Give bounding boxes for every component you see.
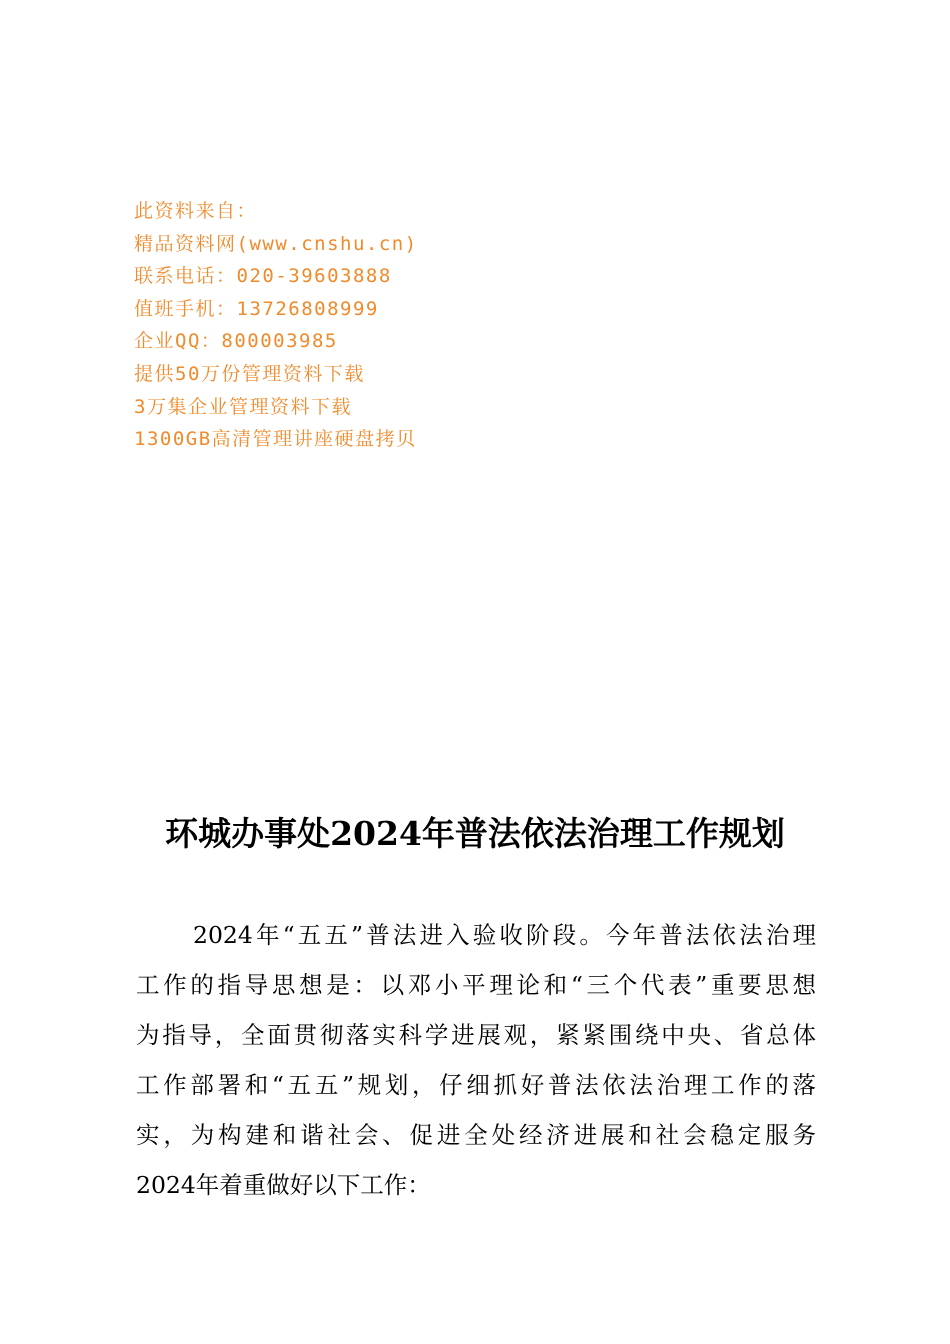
source-line-origin: 此资料来自： (134, 200, 258, 222)
source-line-offer-2: 3万集企业管理资料下载 (134, 395, 352, 418)
source-line-website: 精品资料网(www.cnshu.cn) (134, 232, 418, 255)
paragraph-line: 实，为构建和谐社会、促进全处经济进展和社会稳定服务 (136, 1121, 816, 1149)
paragraph-line: 2024年着重做好以下工作： (136, 1171, 431, 1199)
paragraph-line: 2024年“五五”普法进入验收阶段。今年普法依法治理 (193, 921, 816, 949)
source-line-offer-1: 提供50万份管理资料下载 (134, 362, 365, 385)
source-line-offer-3: 1300GB高清管理讲座硬盘拷贝 (134, 428, 417, 451)
body-paragraph (136, 910, 816, 1210)
paragraph-line: 工作部署和“五五”规划，仔细抓好普法依法治理工作的落 (136, 1071, 816, 1099)
paragraph-line: 为指导，全面贯彻落实科学进展观，紧紧围绕中央、省总体 (136, 1021, 816, 1049)
source-line-mobile: 值班手机：13726808999 (134, 297, 379, 320)
source-line-phone: 联系电话：020-39603888 (134, 265, 392, 288)
source-line-qq: 企业QQ：800003985 (134, 330, 338, 353)
paragraph-line: 工作的指导思想是：以邓小平理论和“三个代表”重要思想 (136, 971, 816, 999)
document-title: 环城办事处2024年普法依法治理工作规划 (165, 814, 785, 853)
source-info-block (134, 195, 554, 456)
